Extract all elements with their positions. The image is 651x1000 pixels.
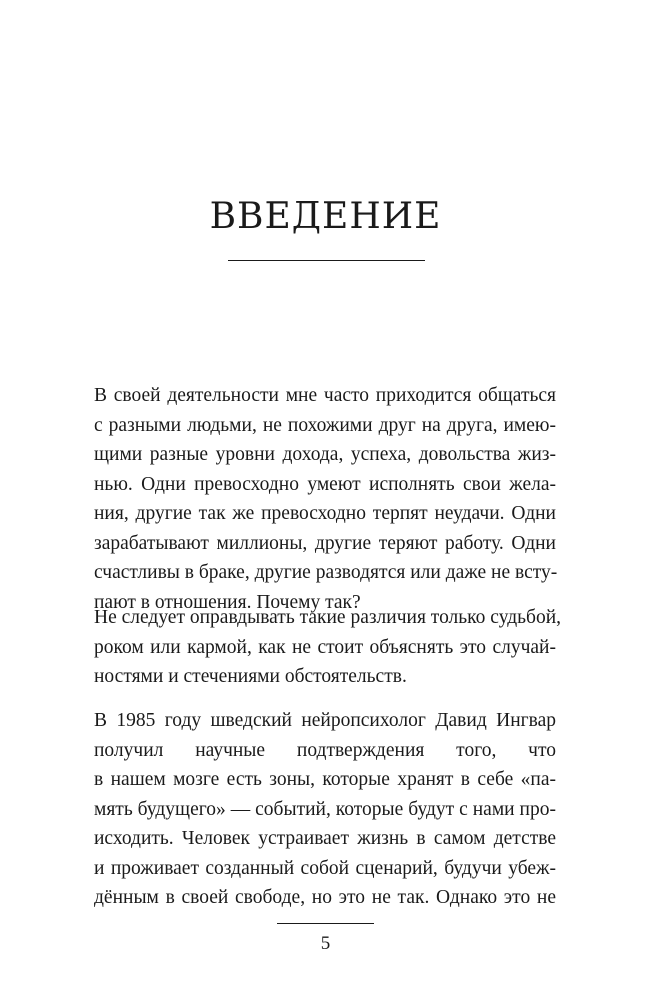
text-line: пают в отношения. Почему так?	[94, 591, 361, 613]
text-line: нью. Одни превосходно умеют исполнять свои жела-	[94, 473, 556, 495]
text-line: и проживает созданный собой сценарий, будучи убеж-	[94, 857, 556, 879]
text-line: Не следует оправдывать такие различия только судьбой,	[94, 607, 562, 628]
text-line: В своей деятельности мне часто приходится общаться	[94, 385, 556, 406]
text-line: с разными людьми, не похожими друг на друга, имею-	[94, 414, 556, 436]
text-line: счастливы в браке, другие разводятся или даже не всту-	[94, 562, 558, 583]
text-line: исходить. Человек устраивает жизнь в самом детстве	[94, 828, 556, 849]
text-line: ностями и стечениями обстоятельств.	[94, 666, 407, 687]
title-underline	[228, 260, 425, 261]
text-line: мять будущего» — событий, которые будут с нами про-	[94, 798, 556, 820]
text-line: роком или кармой, как не стоит объяснять это случай-	[94, 636, 556, 658]
text-line: в нашем мозге есть зоны, которые хранят в себе «па-	[94, 769, 556, 790]
footer-rule	[277, 923, 374, 924]
text-line: получил научные подтверждения того, что	[94, 739, 556, 761]
paragraph-2	[94, 603, 562, 692]
text-line: щими разные уровни дохода, успеха, довольства жиз-	[94, 444, 556, 465]
text-line: В 1985 году шведский нейропсихолог Давид Ингвар	[94, 710, 556, 731]
page-number: 5	[320, 933, 331, 954]
chapter-title: ВВЕДЕНИЕ	[209, 196, 442, 237]
paragraph-3	[94, 706, 556, 913]
text-line: ния, другие так же превосходно терпят неудачи. Одни	[94, 503, 556, 524]
text-line: зарабатывают миллионы, другие теряют работу. Одни	[94, 532, 556, 554]
text-line: дённым в своей свободе, но это не так. Однако это не	[94, 887, 556, 908]
paragraph-1	[94, 381, 556, 617]
